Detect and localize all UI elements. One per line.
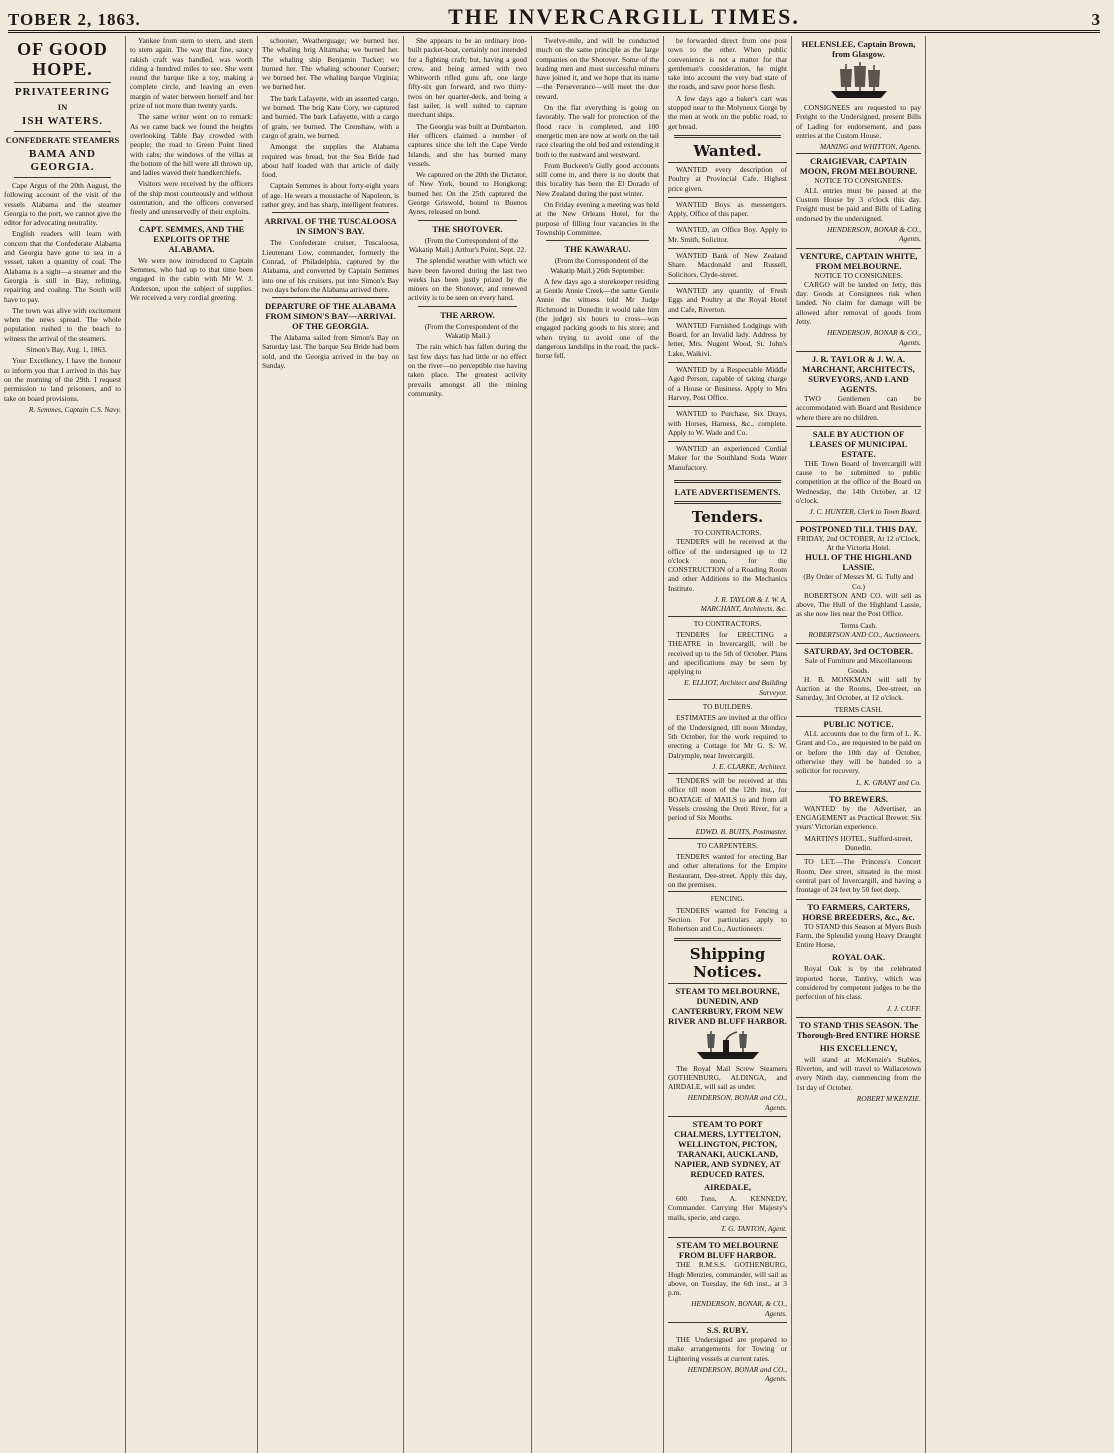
signature: R. Semmes, Captain C.S. Navy.	[28, 404, 121, 414]
ad-heading: STEAM TO MELBOURNE, DUNEDIN, AND CANTERBURY, FROM NEW RIVER AND BLUFF HARBOR.	[668, 985, 787, 1026]
ad-signer: MANING and WHITTON, Agents.	[820, 142, 921, 152]
ad-heading: TO CONTRACTORS.	[693, 527, 762, 537]
column-1	[0, 36, 126, 1453]
ad-text: ALL accounts due to the firm of L. K. Grant and Co., are requested to be paid on or before the 10th day of October, otherwise they will be handed to a solicitor for recovery.	[796, 729, 921, 776]
ad-signer: HENDERSON, BONAR and CO., Agents.	[687, 1364, 787, 1384]
ad-signer: ROBERTSON AND CO., Auctioneers.	[808, 629, 921, 639]
ad-text: Royal Oak is by the celebrated imported horse, Tantivy, which was considered by competent judges to be the perfection of his class.	[796, 964, 921, 1002]
ad-text: WANTED by a Respectable Middle Aged Person, capable of taking charge of a House or Business. Apply to Mrs Harvey, Post Office.	[668, 365, 787, 402]
horse-name: HIS EXCELLENCY,	[819, 1042, 898, 1053]
ad-text: The Royal Mail Screw Steamers GOTHENBURG, ALDINGA, and AIRDALE, will sail as under.	[668, 1063, 787, 1092]
article-paragraph: On the flat everything is going on favorably. The wall for protection of the flood race is completed, and 100 energetic men are now at work on the tail race clearing the old bed and extending it both to the eastward and westward.	[536, 103, 659, 159]
ad-text: ROBERTSON AND CO. will sell as above, The Hull of the Highland Lassie, as she now lies near the Post Office.	[796, 590, 921, 619]
ad-terms: Terms Cash.	[840, 620, 877, 630]
notice-ad	[796, 791, 921, 854]
masthead	[8, 4, 1100, 33]
ad-text: H. B. MONKMAN will sell by Auction at the Rooms, Dee-street, on Saturday, 3rd October, at 12 o'clock.	[796, 674, 921, 703]
shipping-ad	[668, 1116, 787, 1237]
ad-signer: HENDERSON, BONAR & CO., Agents.	[826, 224, 921, 244]
article-paragraph: The bark Lafayette, with an assorted cargo, we burned. The brig Kate Cory, we captured and burned. The bark Lafayette, with a cargo of grain, we burned. The Crenshaw, with a cargo of grain, we burned.	[262, 93, 399, 140]
ad-text: WANTED by the Advertiser, an ENGAGEMENT as Practical Brewer. Six years' Victorian experience.	[796, 803, 921, 832]
ad-text: THE Undersigned are prepared to make arrangements for Towing or Lightering vessels at current rates.	[668, 1335, 787, 1363]
ad-text: will stand at McKenzie's Stables, Riverton, and will travel to Wallacetown every Ninth day, commencing from the 1st day of October.	[796, 1054, 921, 1092]
classified-ad	[668, 406, 787, 441]
horse-name: ROYAL OAK.	[831, 952, 886, 963]
article-paragraph: She appears to be an ordinary iron-built packet-boat, certainly not intended for a fighting craft; but, having a good crew, and being armed with two Whitworth rifled guns aft, one large fifty-six gun forward, and two thirty-twos on her quarter-deck, and being a fast sailer, is well suited to capture merchant ships.	[408, 36, 527, 120]
ad-signer: L. K. GRANT and Co.	[856, 777, 921, 787]
ad-text: TENDERS wanted for erecting Bar and other alterations for the Empire Restaurant, Dee-street. Apply this day, on the premises.	[668, 852, 787, 890]
auction-ad	[796, 521, 921, 644]
ad-text: TENDERS will be received at the office of the undersigned up to 12 o'clock noon, for the CONSTRUCTION of a Roading Room and other Additions to the Mechanics Institute.	[668, 537, 787, 593]
steamship-icon	[693, 1028, 763, 1062]
article-paragraph: Yankee from stem to stern, and stern to stem again. The way that fine, saucy rakish craft was handled, was worth riding a hundred miles to see. She went round the barque like a toy, making a complete circle, and leaving an even margin of water between herself and her prize of not more than twenty yards.	[130, 36, 253, 111]
article-paragraph: On Friday evening a meeting was held at the New Orleans Hotel, for the purpose of filling four vacancies in the Township Committee.	[536, 200, 659, 237]
ad-date: FRIDAY, 2nd OCTOBER, At 12 o'Clock, At the Victoria Hotel.	[796, 533, 921, 552]
column-2	[126, 36, 258, 1453]
article-paragraph: Your Excellency, I have the honour to inform you that I arrived in this bay on the morning of the 29th. I request permission to land prisoners, and to take on board provisions.	[4, 356, 121, 403]
ad-signer: HENDERSON, BONAR & CO., Agents.	[826, 328, 921, 347]
notice-ad	[796, 248, 921, 351]
ad-signer: J. J. CUFF.	[886, 1003, 921, 1013]
ad-heading: POSTPONED TILL THIS DAY.	[799, 523, 918, 534]
ad-text: TO STAND this Season at Myers Bush Farm, the Splendid young Heavy Draught Entire Horse,	[796, 921, 921, 950]
ad-signer: HENDERSON, BONAR and CO., Agents.	[687, 1093, 787, 1112]
ad-text: TWO Gentlemen can be accommodated with Board and Residence where there are no children.	[796, 393, 921, 422]
section-heading: Tenders.	[691, 507, 764, 526]
ad-subheading: NOTICE TO CONSIGNEES.	[814, 270, 903, 280]
page-number: 3	[1091, 10, 1100, 29]
ad-text: WANTED Boys as messengers. Apply, Office of this paper.	[668, 199, 787, 219]
sailing-ship-icon	[828, 61, 890, 101]
ad-heading: SATURDAY, 3rd OCTOBER.	[804, 646, 913, 657]
ad-text: WANTED, an Office Boy. Apply to Mr. Smith, Solicitor.	[668, 225, 787, 244]
article-paragraph: be forwarded direct from one post town to the other. When public convenience is not a matter for that gentleman's consideration, he might take into account the very bad state of the roads, and save poor horse flesh.	[668, 36, 787, 92]
ad-heading: HULL OF THE HIGHLAND LASSIE.	[805, 552, 912, 573]
ad-heading: CRAIGIEVAR, CAPTAIN MOON, FROM MELBOURNE.	[799, 156, 918, 177]
notice-ad	[796, 426, 921, 521]
column-8	[926, 36, 1114, 1453]
article-paragraph: The same writer went on to remark: As we came back we found the heights overlooking Table Bay crowded with people; the road to Green Point lined with cabs; the windows of the villas at the bottom of the hill were all thrown up, and ladies waved their handkerchiefs.	[130, 112, 253, 178]
ad-address: MARTIN'S HOTEL, Stafford-street, Dunedin.	[804, 833, 913, 853]
ad-signer: J. R. TAYLOR & J. W. A. MARCHANT, Architects, &c.	[700, 595, 787, 614]
ad-text: THE R.M.S.S. GOTHENBURG, Hugh Menzies, commander, will sail as above, on Tuesday, the 6th inst., at 3 p.m.	[668, 1260, 787, 1298]
headline: PRIVATEERING	[14, 86, 111, 98]
classified-ad	[668, 441, 787, 476]
shipping-ad	[668, 983, 787, 1116]
notice-ad	[796, 153, 921, 247]
article-paragraph: The Alabama sailed from Simon's Bay on Saturday last. The barque Sea Bride had been sold, and the Georgia arrived in the bay on Sunday.	[262, 333, 399, 371]
section-heading: Shipping Notices.	[689, 944, 766, 981]
headline: ISH WATERS.	[22, 115, 103, 127]
ad-text: WANTED every description of Poultry at Provincial Cafe. Highest price given.	[668, 164, 787, 193]
ad-heading: PUBLIC NOTICE.	[823, 719, 894, 730]
ad-heading: VENTURE, CAPTAIN WHITE, FROM MELBOURNE.	[799, 250, 918, 271]
classified-ad	[668, 222, 787, 248]
ad-heading: TO CONTRACTORS.	[693, 618, 762, 628]
ad-heading: HELENSLEE, Captain Brown, from Glasgow.	[801, 39, 916, 59]
issue-date: TOBER 2, 1863.	[8, 10, 141, 29]
article-paragraph: The town was alive with excitement when the news spread. The whole population rushed to the beach to witness the arrival of the steamers.	[4, 305, 121, 343]
ad-heading: SALE BY AUCTION OF LEASES OF MUNICIPAL ESTATE.	[809, 428, 908, 459]
ad-text: WANTED any quantity of Fresh Eggs and Poultry at the Royal Hotel and Cafe, Riverton.	[668, 285, 787, 314]
ad-heading: J. R. TAYLOR & J. W. A. MARCHANT, ARCHITECTS, SURVEYORS, AND LAND AGENTS.	[802, 353, 915, 394]
article-paragraph: The rain which has fallen during the last few days has had little or no effect on the river—no perceptible rise having taken place. The greatest activity prevails amongst all the mining community.	[408, 342, 527, 398]
ad-note: Sale of Furniture and Miscellaneous Goods.	[804, 656, 913, 675]
article-paragraph: Amongst the supplies the Alabama required was bread, but the Sea Bride had about half loaded with that article of daily food.	[262, 142, 399, 180]
ad-text: TO LET.—The Princess's Concert Room, Dee street, situated in the most central part of Invercargill, and having a frontage of 24 feet by 50 feet deep.	[796, 857, 921, 895]
notice-ad	[796, 351, 921, 426]
article-paragraph: Cape Argus of the 20th August, the following account of the visit of the vessels Alabama and the steamer Georgia to the port, we cannot give the editor for advocating neutrality.	[4, 181, 121, 228]
article-paragraph: A few days ago a baker's cart was stopped near to the Molyneux Gorge by the men at work on the public road, to get bread.	[668, 93, 787, 131]
ad-heading: TO STAND THIS SEASON. The Thorough-Bred ENTIRE HORSE	[796, 1019, 921, 1040]
byline: (From the Correspondent of the Wakatip Mail.) Arthur's Point, Sept. 22.	[408, 235, 527, 254]
column-3	[258, 36, 404, 1453]
classified-ad	[668, 197, 787, 223]
ad-note: (By Order of Messrs M. G. Tully and Co.)	[803, 572, 914, 591]
ad-text: WANTED Furnished Lodgings with Board, for an Invalid lady. Address by letter, Mrs. Nugent Wood, St. John's Lake, Waikivi.	[668, 320, 787, 358]
ad-text: THE Town Board of Invercargill will cause to be submitted to public competition at the office of the Board on Wednesday, the 14th October, at 12 o'clock.	[796, 458, 921, 506]
classified-ad	[668, 283, 787, 318]
column-5	[532, 36, 664, 1453]
ad-heading: TO CARPENTERS.	[697, 840, 758, 850]
article-paragraph: Visitors were received by the officers of the ship most courteously and without ostentation, and the officers conversed freely and unreservedly of their exploits.	[130, 179, 253, 217]
article-paragraph: Twelve-mile, and will be conducted much on the same principle as the large companies on the Shotover. Some of the leading men and most successful miners have joined it, and we hope that its name—the Perseverance—will meet the due reward.	[536, 36, 659, 101]
section-heading: Wanted.	[693, 141, 762, 160]
ship-name: AIREDALE,	[704, 1182, 751, 1193]
ad-heading: STEAM TO MELBOURNE FROM BLUFF HARBOR.	[676, 1240, 779, 1261]
notice-ad	[796, 716, 921, 791]
article-heading: ARRIVAL OF THE TUSCALOOSA IN SIMON'S BAY.	[264, 216, 397, 237]
article-paragraph: English readers will learn with concern that the Confederate Alabama and Georgia have gone to sea in a vessel, taken a quantity of coal. The Alabama is a sight—a steamer and the Georgia is still in Bay, refitting, repairing and coaling. The South will have to pay.	[4, 229, 121, 304]
article-paragraph: The splendid weather with which we have been favored during the last two weeks has been justly prized by the miners on the Shotover, and renewed activity is to be seen on every hand.	[408, 256, 527, 303]
article-paragraph: The Confederate cruiser, Tuscaloosa, Lieutenant Low, commander, formerly the Conrad, of Philadelphia, captured by the Alabama, and converted by Captain Semmes into one of his cruisers, put into Simon's Bay two days before the Alabama arrived there.	[262, 238, 399, 294]
notice-ad	[796, 899, 921, 1017]
ad-subheading: NOTICE TO CONSIGNEES.	[814, 176, 903, 186]
ad-signer: HENDERSON, BONAR, & CO., Agents.	[691, 1299, 787, 1318]
shipping-ad	[668, 1237, 787, 1322]
classified-ad	[668, 248, 787, 283]
columns	[0, 36, 1114, 1453]
article-heading: THE SHOTOVER.	[432, 223, 503, 234]
ad-terms: TERMS CASH.	[834, 704, 883, 714]
ad-heading: STEAM TO PORT CHALMERS, LYTTELTON, WELLINGTON, PICTON, TARANAKI, AUCKLAND, NAPIER, AND SYDNEY, AT REDUCED RATES.	[674, 1119, 781, 1180]
ad-text: 600 Tons, A. KENNEDY, Commander. Carrying Her Majesty's mails, specie, and cargo.	[668, 1194, 787, 1222]
ad-heading: TO FARMERS, CARTERS, HORSE BREEDERS, &c., &c.	[802, 901, 915, 922]
ad-text: WANTED Bank of New Zealand Share. Macdonald and Russell, Solicitors, Clyde-street.	[668, 251, 787, 279]
newspaper-title: THE INVERCARGILL TIMES.	[448, 4, 800, 29]
article-paragraph: The Georgia was built at Dumbarton. Her officers claimed a number of captures since she left the Cape Verde Islands, and she has burned many vessels.	[408, 121, 527, 168]
headline: OF GOOD HOPE.	[17, 39, 108, 79]
article-paragraph: Captain Semmes is about forty-eight years of age. He wears a moustache of Napoleon, is rather grey, and has sharp, intelligent features.	[262, 181, 399, 210]
article-heading: THE ARROW.	[440, 309, 495, 320]
ad-signer: EDWD. B. BUITS, Postmaster.	[695, 826, 787, 836]
ad-signer: E. ELLIOT, Architect and Building Surveyor.	[684, 678, 787, 697]
classified-ad	[668, 318, 787, 362]
ad-text: TENDERS for ERECTING a THEATRE in Invercargill, will be received up to the 5th of October. Plans and specifications may be seen by applying to	[668, 629, 787, 677]
notice-ad	[796, 1017, 921, 1107]
subheadline: CONFEDERATE STEAMERS	[5, 135, 120, 145]
ad-signer: J. C. HUNTER, Clerk to Town Board.	[809, 507, 921, 517]
section-heading: LATE ADVERTISEMENTS.	[674, 486, 781, 497]
article-heading: DEPARTURE OF THE ALABAMA FROM SIMON'S BAY—ARRIVAL OF THE GEORGIA.	[264, 301, 397, 332]
ad-text: CONSIGNEES are requested to pay Freight to the Undersigned, present Bills of Lading for endorsement, and pass entries at the Custom House.	[796, 103, 921, 140]
classified-ad	[668, 162, 787, 197]
ad-heading: FENCING.	[710, 894, 745, 904]
subheadline: BAMA AND GEORGIA.	[29, 148, 96, 173]
ad-text: ESTIMATES are invited at the office of the Undersigned, till noon Monday, 5th October, for the work required to erecting a Cottage for Mr G. S. W. Dalrymple, near Invercargill.	[668, 713, 787, 760]
byline: (From the Correspondent of the Wakatip Mail.)	[424, 321, 519, 341]
ad-text: WANTED an experienced Cordial Maker for the Southland Soda Water Manufactory.	[668, 444, 787, 472]
article-paragraph: A few days ago a storekeeper residing at Gentle Annie Creek—the same Gentle Annie the witness told Mr Judge Richmond in Dunedin it would take him (the judge) six hours to cross—was engaged packing goods to his store; and when trying to avoid one of the dangerous landslips in the road, the pack-horse fell.	[536, 276, 659, 361]
article-paragraph: schooner, Weatherguage; we burned her. The whaling brig Altamaha; we burned her. The whaling ship Benjamin Tucker; we burned her. The whaling schooner Courser; we burned her. The whaling barque Virginia; we burned her.	[262, 36, 399, 92]
article-heading: THE KAWARAU.	[564, 244, 631, 255]
article-paragraph: We were now introduced to Captain Semmes, who had up to that time been engaged in the cabin with Mr W. J. Anderson, upon the subject of supplies. We received a very cordial greeting.	[130, 255, 253, 302]
column-7	[792, 36, 926, 1453]
ad-text: TENDERS wanted for Fencing a Section. For particulars apply to Robertson and Co., Auctioneers.	[668, 905, 787, 934]
ad-signer: T. G. TANTON, Agent.	[720, 1223, 787, 1233]
byline: (From the Correspondent of the Wakatip Mail.) 26th September.	[550, 256, 649, 275]
ad-text: WANTED to Purchase, Six Drays, with Horses, Harness, &c., complete. Apply to W. Wade and Co.	[668, 409, 787, 437]
ad-text: ALL entries must be passed at the Custom House by 3 o'clock this day. Freight must be paid and Bills of Lading endorsed by the undersigned.	[796, 185, 921, 223]
auction-ad	[796, 643, 921, 716]
column-4	[404, 36, 532, 1453]
column-6	[664, 36, 792, 1453]
ad-heading: S.S. RUBY.	[706, 1325, 749, 1336]
ad-text: TENDERS will be received at this office till noon of the 12th inst., for BOATAGE of MAILS to and from all Vessels crossing the Oreti River, for a period of Six Months.	[668, 776, 787, 823]
ad-heading: TO BREWERS.	[829, 793, 888, 804]
article-heading: CAPT. SEMMES, AND THE EXPLOITS OF THE ALABAMA.	[138, 223, 245, 254]
dateline: Simon's Bay, Aug. 1, 1863.	[26, 345, 107, 355]
ad-signer: J. E. CLARKE, Architect.	[712, 761, 787, 771]
article-paragraph: We captured on the 20th the Dictator, of New York, bound to Hongkong; burned her. On the 25th captured the George Griswold, bound to Buenos Ayres, released on bond.	[408, 170, 527, 217]
shipping-ad	[668, 1322, 787, 1387]
article-paragraph: From Buckeen's Gully good accounts still come in, and there is no doubt that this locality has been the El Dorado of New Zealand during the past winter.	[536, 160, 659, 198]
ad-text: CARGO will be landed on Jetty, this day. Goods at Consignees risk when landed. No claim for damage will be allowed after removal of goods from Jetty.	[796, 279, 921, 327]
ad-signer: ROBERT M'KENZIE.	[856, 1094, 921, 1104]
notice-ad	[796, 854, 921, 898]
headline: IN	[57, 102, 68, 112]
classified-ad	[668, 362, 787, 406]
ad-heading: TO BUILDERS.	[702, 702, 753, 712]
